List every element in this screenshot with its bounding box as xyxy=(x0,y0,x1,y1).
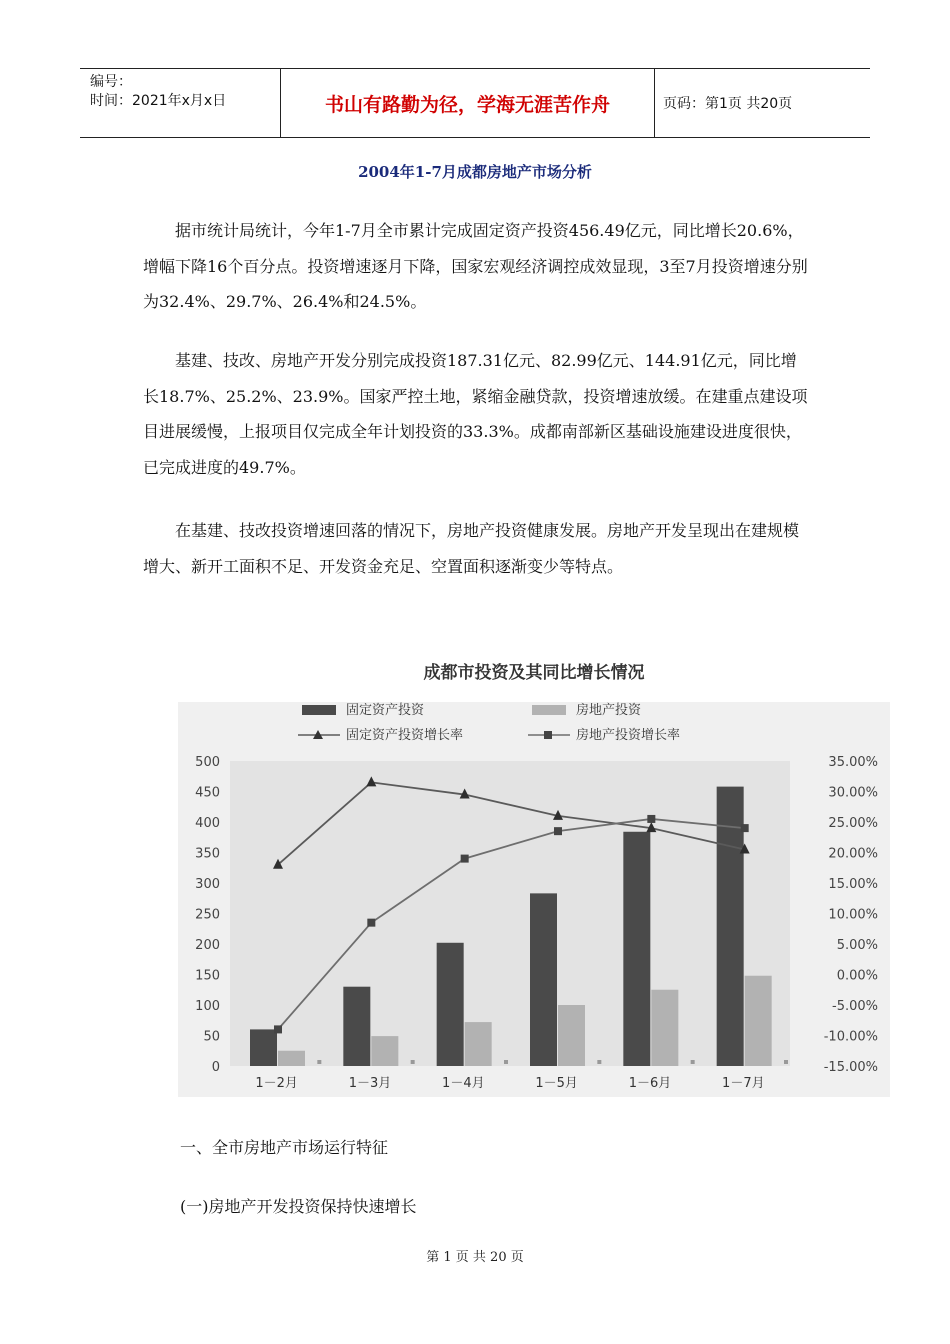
plot-area xyxy=(230,761,790,1066)
bar xyxy=(250,1029,277,1066)
chart-svg xyxy=(178,654,890,1102)
bar xyxy=(651,990,678,1066)
y-right-tick-label: 0.00% xyxy=(836,968,878,984)
chart-title: 成都市投资及其同比增长情况 xyxy=(423,663,645,683)
baseline-mark xyxy=(411,1060,415,1064)
x-tick-label: 1－7月 xyxy=(722,1076,765,1091)
y-left-tick-label: 0 xyxy=(211,1060,220,1075)
bar xyxy=(343,987,370,1066)
y-right-tick-label: 25.00% xyxy=(828,816,878,831)
y-right-tick-label: 15.00% xyxy=(828,877,878,892)
header-meta xyxy=(80,69,281,137)
y-left-tick-label: 50 xyxy=(203,1029,220,1045)
subsection-heading: (一)房地产开发投资保持快速增长 xyxy=(180,1197,417,1216)
bar xyxy=(437,943,464,1066)
y-left-tick-label: 100 xyxy=(195,999,220,1014)
section-heading: 一、全市房地产市场运行特征 xyxy=(180,1138,389,1157)
legend-label: 固定资产投资增长率 xyxy=(346,728,464,743)
line-point-square xyxy=(274,1025,282,1033)
y-right-tick-label: 10.00% xyxy=(828,907,878,923)
line-point-square xyxy=(647,815,655,823)
y-right-tick-label: 30.00% xyxy=(828,785,878,801)
legend-square-marker xyxy=(544,731,552,739)
paragraph: 基建、技改、房地产开发分别完成投资187.31亿元、82.99亿元、144.91亿元，同比增长18.7%、25.2%、23.9%。国家严控土地，紧缩金融贷款，投资增速放缓。在建重点建设项目进展缓慢，上报项目仅完成全年计划投资的33.3%。成都南部新区基础设施建设进度很快，已完成进度的49.7%。 xyxy=(143,351,808,477)
page-footer: 第 1 页 共 20 页 xyxy=(426,1250,524,1265)
bar xyxy=(558,1005,585,1066)
time-label: 时间：2021年x月x日 xyxy=(90,93,227,109)
x-tick-label: 1－4月 xyxy=(442,1076,485,1091)
line-point-square xyxy=(367,919,375,927)
document-title: 2004年1-7月成都房地产市场分析 xyxy=(358,163,592,181)
y-left-tick-label: 350 xyxy=(195,846,220,862)
baseline-mark xyxy=(597,1060,601,1064)
bar xyxy=(717,787,744,1066)
line-point-square xyxy=(461,855,469,863)
legend-label: 房地产投资增长率 xyxy=(576,728,681,743)
x-tick-label: 1－5月 xyxy=(535,1076,578,1091)
y-left-tick-label: 400 xyxy=(195,816,220,831)
legend-label: 房地产投资 xyxy=(576,703,642,718)
bar xyxy=(530,893,557,1066)
y-right-tick-label: -5.00% xyxy=(832,999,878,1014)
bar xyxy=(465,1022,492,1066)
baseline-mark xyxy=(784,1060,788,1064)
bar xyxy=(623,832,650,1066)
y-right-tick-label: 5.00% xyxy=(836,938,878,953)
line-point-square xyxy=(741,824,749,832)
paragraph: 据市统计局统计，今年1-7月全市累计完成固定资产投资456.49亿元，同比增长20.6%，增幅下降16个百分点。投资增速逐月下降，国家宏观经济调控成效显现，3至7月投资增速分别为32.4%、29.7%、26.4%和24.5%。 xyxy=(143,221,808,311)
header-motto: 书山有路勤为径，学海无涯苦作舟 xyxy=(281,69,655,137)
y-left-tick-label: 450 xyxy=(195,785,220,801)
legend-swatch xyxy=(532,705,566,715)
bar xyxy=(371,1036,398,1066)
investment-chart xyxy=(178,654,890,1102)
number-label: 编号： xyxy=(90,74,132,90)
line-point-square xyxy=(554,827,562,835)
y-right-tick-label: 20.00% xyxy=(828,846,878,862)
bar xyxy=(278,1051,305,1066)
x-tick-label: 1－6月 xyxy=(628,1076,672,1091)
baseline-mark xyxy=(317,1060,321,1064)
x-tick-label: 1－3月 xyxy=(348,1076,392,1091)
y-right-tick-label: -15.00% xyxy=(823,1060,878,1075)
y-left-tick-label: 500 xyxy=(195,755,220,770)
legend-swatch xyxy=(302,705,336,715)
baseline-mark xyxy=(691,1060,695,1064)
y-right-tick-label: -10.00% xyxy=(823,1029,878,1045)
y-left-tick-label: 300 xyxy=(195,877,220,892)
paragraph: 在基建、技改投资增速回落的情况下，房地产投资健康发展。房地产开发呈现出在建规模增大、新开工面积不足、开发资金充足、空置面积逐渐变少等特点。 xyxy=(143,521,800,576)
document-header xyxy=(80,68,870,138)
legend-label: 固定资产投资 xyxy=(346,703,425,718)
y-left-tick-label: 250 xyxy=(195,907,220,923)
y-left-tick-label: 150 xyxy=(195,968,220,984)
y-right-tick-label: 35.00% xyxy=(828,755,878,770)
y-left-tick-label: 200 xyxy=(195,938,220,953)
baseline-mark xyxy=(504,1060,508,1064)
bar xyxy=(745,976,772,1066)
header-page-info: 页码：第1页 共20页 xyxy=(663,96,793,112)
x-tick-label: 1－2月 xyxy=(255,1076,298,1091)
